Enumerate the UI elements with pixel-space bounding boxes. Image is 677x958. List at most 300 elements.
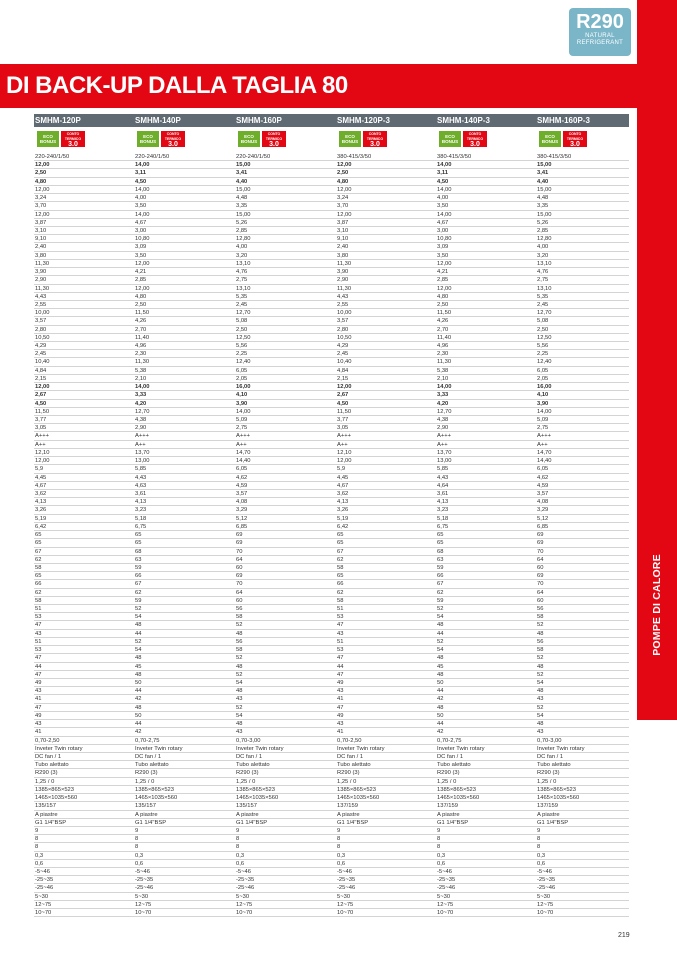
table-cell: 4,50 bbox=[337, 400, 349, 407]
table-cell: 137/159 bbox=[337, 803, 358, 810]
conto-line1: CONTO bbox=[568, 132, 582, 136]
table-row bbox=[34, 252, 629, 260]
table-row bbox=[34, 613, 629, 621]
table-row bbox=[34, 285, 629, 293]
table-cell: 51 bbox=[337, 606, 344, 613]
table-row bbox=[34, 342, 629, 350]
table-row bbox=[34, 432, 629, 440]
table-cell: 12~75 bbox=[35, 901, 52, 908]
table-row bbox=[34, 671, 629, 679]
table-cell: 12,40 bbox=[537, 359, 552, 366]
table-cell: 380-415/3/50 bbox=[537, 154, 572, 160]
table-cell: 3,77 bbox=[337, 417, 349, 423]
table-cell: 3,57 bbox=[537, 490, 549, 497]
table-cell: 13,00 bbox=[135, 458, 150, 465]
table-cell: -25~35 bbox=[135, 877, 154, 884]
table-cell: 4,13 bbox=[437, 499, 449, 506]
table-cell: 3,26 bbox=[35, 507, 47, 514]
table-row bbox=[34, 572, 629, 580]
table-cell: 48 bbox=[135, 704, 142, 711]
table-cell: 41 bbox=[35, 696, 42, 703]
table-cell: 69 bbox=[236, 532, 243, 539]
table-cell: 1,25 / 0 bbox=[236, 778, 256, 785]
table-cell: 53 bbox=[35, 647, 42, 654]
table-cell: 2,45 bbox=[236, 301, 248, 308]
table-row bbox=[34, 515, 629, 523]
table-cell: 44 bbox=[437, 721, 444, 728]
eco-line2: BONUS bbox=[341, 139, 359, 144]
table-cell: 5,35 bbox=[537, 293, 549, 300]
table-cell: 65 bbox=[437, 540, 444, 547]
badge-line2: REFRIGERANT bbox=[576, 40, 624, 46]
table-cell: 0,3 bbox=[437, 852, 446, 859]
table-cell: 2,50 bbox=[35, 170, 47, 177]
table-cell: 10,80 bbox=[135, 236, 150, 243]
table-cell: 2,15 bbox=[35, 375, 47, 382]
conto-line1: CONTO bbox=[66, 132, 80, 136]
table-cell: 4,67 bbox=[337, 482, 349, 489]
table-cell: 42 bbox=[437, 729, 444, 736]
table-row bbox=[34, 449, 629, 457]
conto-termico-logo bbox=[563, 131, 587, 147]
table-cell: 220-240/1/50 bbox=[135, 154, 170, 160]
table-cell: 48 bbox=[236, 721, 243, 728]
table-cell: 0,3 bbox=[337, 852, 346, 859]
table-cell: 4,13 bbox=[35, 499, 47, 506]
table-cell: 135/157 bbox=[135, 803, 156, 810]
table-cell: R290 (3) bbox=[537, 770, 560, 777]
table-cell: 64 bbox=[537, 556, 544, 563]
table-cell: Inveter Twin rotary bbox=[236, 745, 284, 752]
table-cell: 5,26 bbox=[236, 219, 248, 226]
conto-line1: CONTO bbox=[267, 132, 281, 136]
table-cell: 54 bbox=[135, 614, 142, 621]
table-cell: 13,10 bbox=[236, 285, 251, 292]
table-cell: 4,21 bbox=[135, 269, 147, 276]
table-cell: 12~75 bbox=[537, 901, 554, 908]
table-row bbox=[34, 580, 629, 588]
eco-bonus-logo bbox=[439, 131, 461, 147]
table-cell: 135/157 bbox=[35, 803, 56, 810]
table-cell: 59 bbox=[437, 564, 444, 571]
table-cell: 2,40 bbox=[337, 244, 349, 251]
conto-line1: CONTO bbox=[166, 132, 180, 136]
table-cell: 52 bbox=[437, 638, 444, 645]
table-cell: 5,56 bbox=[537, 343, 549, 350]
table-cell: 54 bbox=[537, 712, 544, 719]
table-cell: A+++ bbox=[135, 433, 150, 440]
table-cell: 43 bbox=[537, 696, 544, 703]
table-cell: 10~70 bbox=[135, 910, 152, 917]
table-cell: -25~35 bbox=[236, 877, 255, 884]
table-cell: 5,09 bbox=[537, 417, 549, 423]
table-cell: 6,42 bbox=[35, 523, 47, 530]
table-cell: 2,85 bbox=[135, 277, 147, 284]
table-row bbox=[34, 178, 629, 186]
table-cell: A piastre bbox=[35, 811, 58, 818]
table-row bbox=[34, 268, 629, 276]
table-cell: G1 1/4"BSP bbox=[537, 819, 569, 826]
table-cell: 4,38 bbox=[437, 417, 449, 423]
table-cell: 4,13 bbox=[135, 499, 147, 506]
table-row bbox=[34, 720, 629, 728]
table-cell: 3,26 bbox=[337, 507, 349, 514]
table-cell: 1,25 / 0 bbox=[437, 778, 457, 785]
table-cell: 1385×865×523 bbox=[135, 786, 175, 793]
table-cell: 2,85 bbox=[537, 227, 549, 234]
table-cell: 2,45 bbox=[35, 351, 47, 358]
table-cell: 49 bbox=[337, 712, 344, 719]
table-cell: 5,18 bbox=[437, 515, 449, 522]
table-cell: 2,45 bbox=[537, 301, 549, 308]
table-cell: 6,75 bbox=[437, 523, 449, 530]
table-cell: 53 bbox=[337, 614, 344, 621]
column-header: SMHM-120P bbox=[35, 116, 81, 125]
table-cell: 1465×1035×560 bbox=[35, 795, 78, 802]
eco-line1: ECO bbox=[43, 134, 53, 139]
eco-line2: BONUS bbox=[240, 139, 258, 144]
table-cell: 4,84 bbox=[337, 367, 349, 374]
table-row bbox=[34, 326, 629, 334]
conto-line2: TERMICO bbox=[164, 137, 182, 141]
table-cell: 4,29 bbox=[337, 343, 349, 350]
table-cell: 44 bbox=[135, 721, 142, 728]
conto-value: 3.0 bbox=[68, 141, 78, 148]
eco-line2: BONUS bbox=[39, 139, 57, 144]
table-cell: 44 bbox=[135, 688, 142, 695]
table-cell: 11,30 bbox=[35, 285, 50, 292]
table-cell: 4,40 bbox=[537, 178, 549, 185]
table-cell: 2,40 bbox=[35, 244, 47, 251]
table-cell: 4,76 bbox=[537, 269, 549, 276]
table-cell: 4,59 bbox=[537, 482, 549, 489]
table-cell: 14,40 bbox=[236, 458, 251, 465]
table-row bbox=[34, 358, 629, 366]
table-row bbox=[34, 465, 629, 473]
table-cell: 8 bbox=[337, 844, 341, 851]
conto-termico-logo bbox=[61, 131, 85, 147]
eco-line1: ECO bbox=[345, 134, 355, 139]
table-cell: 65 bbox=[35, 532, 42, 539]
table-cell: 5,08 bbox=[236, 318, 248, 325]
table-cell: 3,90 bbox=[35, 269, 47, 276]
table-cell: 2,90 bbox=[35, 277, 47, 284]
table-cell: 54 bbox=[236, 680, 243, 686]
table-cell: 10~70 bbox=[337, 910, 354, 917]
table-cell: 11,50 bbox=[437, 310, 452, 317]
table-cell: 4,62 bbox=[537, 474, 549, 481]
table-cell: 3,09 bbox=[135, 244, 147, 251]
table-row bbox=[34, 802, 629, 810]
table-cell: 5,09 bbox=[236, 417, 248, 423]
table-cell: A piastre bbox=[236, 811, 259, 818]
table-row bbox=[34, 309, 629, 317]
table-cell: 4,20 bbox=[437, 400, 449, 407]
conto-line1: CONTO bbox=[368, 132, 382, 136]
table-cell: 65 bbox=[35, 573, 42, 580]
table-cell: 47 bbox=[35, 622, 42, 629]
table-cell: 62 bbox=[337, 556, 344, 563]
table-cell: 48 bbox=[437, 622, 444, 629]
table-cell: 5,35 bbox=[236, 293, 248, 300]
table-cell: 10,80 bbox=[437, 236, 452, 243]
column-header: SMHM-140P bbox=[135, 116, 181, 125]
table-cell: 6,85 bbox=[236, 523, 248, 530]
table-row bbox=[34, 794, 629, 802]
table-cell: 4,63 bbox=[135, 482, 147, 489]
table-cell: 10,40 bbox=[35, 359, 50, 366]
table-cell: 43 bbox=[35, 688, 42, 695]
table-cell: 60 bbox=[236, 597, 243, 604]
table-cell: 12~75 bbox=[236, 901, 253, 908]
table-cell: 0,6 bbox=[437, 860, 446, 867]
table-cell: 44 bbox=[337, 663, 344, 670]
table-cell: 2,90 bbox=[337, 277, 349, 284]
table-cell: 2,50 bbox=[537, 326, 549, 333]
table-cell: 0,3 bbox=[35, 852, 44, 859]
table-cell: 62 bbox=[35, 589, 42, 596]
conto-value: 3.0 bbox=[269, 141, 279, 148]
table-cell: Inveter Twin rotary bbox=[135, 745, 183, 752]
table-row bbox=[34, 605, 629, 613]
table-row bbox=[34, 835, 629, 843]
table-cell: 15,00 bbox=[537, 162, 552, 169]
conto-line2: TERMICO bbox=[64, 137, 82, 141]
table-cell: 3,87 bbox=[35, 219, 47, 226]
table-row bbox=[34, 556, 629, 564]
table-row bbox=[34, 243, 629, 251]
table-cell: Tubo alettato bbox=[35, 762, 69, 769]
table-cell: 48 bbox=[236, 630, 243, 637]
table-cell: 4,84 bbox=[35, 367, 47, 374]
table-cell: 380-415/3/50 bbox=[437, 154, 472, 160]
table-cell: R290 (3) bbox=[236, 770, 259, 777]
table-cell: 10~70 bbox=[35, 910, 52, 917]
table-cell: 50 bbox=[135, 680, 142, 686]
table-cell: 220-240/1/50 bbox=[236, 154, 271, 160]
table-cell: 13,10 bbox=[537, 285, 552, 292]
table-cell: 65 bbox=[135, 532, 142, 539]
table-cell: 8 bbox=[537, 844, 541, 851]
table-cell: A piastre bbox=[135, 811, 158, 818]
table-cell: 52 bbox=[236, 671, 243, 678]
table-cell: 65 bbox=[337, 573, 344, 580]
table-row bbox=[34, 761, 629, 769]
table-cell: 5,38 bbox=[135, 367, 147, 374]
table-row bbox=[34, 811, 629, 819]
table-cell: 43 bbox=[337, 630, 344, 637]
table-cell: 6,05 bbox=[537, 367, 549, 374]
table-cell: 5~30 bbox=[135, 893, 149, 900]
table-cell: 44 bbox=[35, 663, 42, 670]
conto-line2: TERMICO bbox=[265, 137, 283, 141]
table-cell: 60 bbox=[537, 597, 544, 604]
table-cell: 43 bbox=[236, 696, 243, 703]
table-cell: 9 bbox=[337, 827, 341, 834]
table-cell: 4,38 bbox=[135, 417, 147, 423]
table-cell: R290 (3) bbox=[337, 770, 360, 777]
table-cell: A++ bbox=[437, 441, 448, 448]
table-cell: 58 bbox=[337, 564, 344, 571]
table-cell: 10~70 bbox=[236, 910, 253, 917]
table-cell: 11,50 bbox=[35, 408, 50, 415]
table-cell: 3,80 bbox=[35, 252, 47, 259]
table-cell: 67 bbox=[135, 581, 142, 588]
table-cell: 2,25 bbox=[236, 351, 248, 358]
table-cell: 50 bbox=[135, 712, 142, 719]
table-cell: 4,10 bbox=[236, 392, 248, 399]
table-row bbox=[34, 876, 629, 884]
table-cell: 58 bbox=[35, 564, 42, 571]
table-cell: 48 bbox=[437, 704, 444, 711]
table-cell: 0,70-2,50 bbox=[337, 737, 362, 744]
table-cell: 12,00 bbox=[35, 162, 50, 169]
table-cell: 5,12 bbox=[236, 515, 248, 522]
table-cell: 53 bbox=[337, 647, 344, 654]
table-row bbox=[34, 745, 629, 753]
table-cell: 1385×865×523 bbox=[437, 786, 477, 793]
table-cell: 3,24 bbox=[337, 195, 349, 202]
table-cell: 4,96 bbox=[135, 343, 147, 350]
table-cell: 65 bbox=[337, 532, 344, 539]
table-cell: 2,15 bbox=[337, 375, 349, 382]
table-cell: 66 bbox=[337, 581, 344, 588]
table-cell: 12,50 bbox=[537, 334, 552, 341]
table-cell: 62 bbox=[337, 589, 344, 596]
table-cell: 9 bbox=[35, 827, 39, 834]
table-cell: 12,80 bbox=[236, 236, 251, 243]
table-cell: 10,00 bbox=[337, 310, 352, 317]
table-row bbox=[34, 663, 629, 671]
table-row bbox=[34, 901, 629, 909]
page-title: DI BACK-UP DALLA TAGLIA 80 bbox=[6, 72, 348, 99]
table-cell: 2,30 bbox=[135, 351, 147, 358]
eco-line2: BONUS bbox=[441, 139, 459, 144]
table-cell: 52 bbox=[437, 606, 444, 613]
table-cell: 52 bbox=[537, 655, 544, 662]
table-cell: 3,29 bbox=[537, 507, 549, 514]
conto-value: 3.0 bbox=[370, 141, 380, 148]
table-cell: 3,57 bbox=[337, 318, 349, 325]
table-row bbox=[34, 498, 629, 506]
table-cell: 49 bbox=[35, 712, 42, 719]
table-cell: -5~46 bbox=[135, 869, 150, 876]
table-cell: 13,70 bbox=[135, 449, 150, 456]
table-cell: 63 bbox=[135, 556, 142, 563]
table-cell: 3,50 bbox=[437, 203, 449, 210]
table-cell: 41 bbox=[337, 696, 344, 703]
table-cell: 5~30 bbox=[437, 893, 451, 900]
conto-value: 3.0 bbox=[168, 141, 178, 148]
table-row bbox=[34, 169, 629, 177]
table-cell: 70 bbox=[537, 548, 544, 555]
table-cell: 3,50 bbox=[135, 203, 147, 210]
table-cell: 5,85 bbox=[135, 466, 147, 473]
table-cell: Tubo alettato bbox=[337, 762, 371, 769]
table-cell: 68 bbox=[437, 548, 444, 555]
table-cell: 4,80 bbox=[337, 178, 349, 185]
table-cell: 56 bbox=[537, 606, 544, 613]
table-cell: 54 bbox=[135, 647, 142, 654]
table-cell: G1 1/4"BSP bbox=[35, 819, 67, 826]
table-row bbox=[34, 539, 629, 547]
table-cell: 1385×865×523 bbox=[337, 786, 377, 793]
table-cell: 3,41 bbox=[537, 170, 549, 177]
table-row bbox=[34, 778, 629, 786]
r290-badge bbox=[569, 8, 631, 56]
table-cell: 44 bbox=[437, 630, 444, 637]
table-cell: 66 bbox=[135, 573, 142, 580]
table-cell: 5,9 bbox=[337, 466, 346, 473]
eco-bonus-logo bbox=[137, 131, 159, 147]
table-cell: 42 bbox=[135, 729, 142, 736]
table-cell: 5,38 bbox=[437, 367, 449, 374]
table-header bbox=[34, 114, 629, 127]
table-cell: 47 bbox=[337, 655, 344, 662]
table-cell: 3,33 bbox=[135, 392, 147, 399]
table-cell: 15,00 bbox=[537, 186, 552, 193]
table-cell: 6,05 bbox=[537, 466, 549, 473]
table-cell: 52 bbox=[537, 704, 544, 711]
table-cell: 14,00 bbox=[437, 162, 452, 169]
table-cell: -25~35 bbox=[437, 877, 456, 884]
table-cell: 10,00 bbox=[35, 310, 50, 317]
table-row bbox=[34, 728, 629, 736]
table-cell: 4,00 bbox=[437, 195, 449, 202]
table-row bbox=[34, 219, 629, 227]
table-row bbox=[34, 786, 629, 794]
table-cell: DC fan / 1 bbox=[236, 753, 263, 760]
table-cell: 14,00 bbox=[135, 211, 150, 218]
conto-termico-logo bbox=[363, 131, 387, 147]
table-cell: 59 bbox=[437, 597, 444, 604]
table-cell: 70 bbox=[236, 548, 243, 555]
table-cell: 11,40 bbox=[437, 334, 452, 341]
table-row bbox=[34, 301, 629, 309]
table-cell: 5,26 bbox=[537, 219, 549, 226]
table-cell: 12,70 bbox=[236, 310, 251, 317]
table-cell: 65 bbox=[35, 540, 42, 547]
table-cell: 137/159 bbox=[437, 803, 458, 810]
table-row bbox=[34, 457, 629, 465]
table-cell: 2,90 bbox=[135, 425, 147, 432]
table-cell: Inveter Twin rotary bbox=[35, 745, 83, 752]
table-cell: 3,35 bbox=[537, 203, 549, 210]
table-row bbox=[34, 597, 629, 605]
table-cell: 48 bbox=[437, 655, 444, 662]
column-header: SMHM-140P-3 bbox=[437, 116, 490, 125]
conto-line2: TERMICO bbox=[566, 137, 584, 141]
table-cell: 42 bbox=[437, 696, 444, 703]
table-cell: 8 bbox=[35, 844, 39, 851]
conto-termico-logo bbox=[463, 131, 487, 147]
table-cell: 14,00 bbox=[135, 162, 150, 169]
table-cell: 49 bbox=[35, 680, 42, 686]
table-cell: 41 bbox=[337, 729, 344, 736]
table-row bbox=[34, 646, 629, 654]
eco-line1: ECO bbox=[445, 134, 455, 139]
table-cell: 13,10 bbox=[236, 260, 251, 267]
table-cell: G1 1/4"BSP bbox=[437, 819, 469, 826]
table-cell: A piastre bbox=[537, 811, 560, 818]
table-row bbox=[34, 523, 629, 531]
table-cell: 9 bbox=[437, 827, 441, 834]
table-cell: 2,55 bbox=[35, 301, 47, 308]
table-cell: Inveter Twin rotary bbox=[337, 745, 385, 752]
table-cell: 48 bbox=[236, 688, 243, 695]
table-cell: 10~70 bbox=[437, 910, 454, 917]
table-cell: 4,67 bbox=[35, 482, 47, 489]
